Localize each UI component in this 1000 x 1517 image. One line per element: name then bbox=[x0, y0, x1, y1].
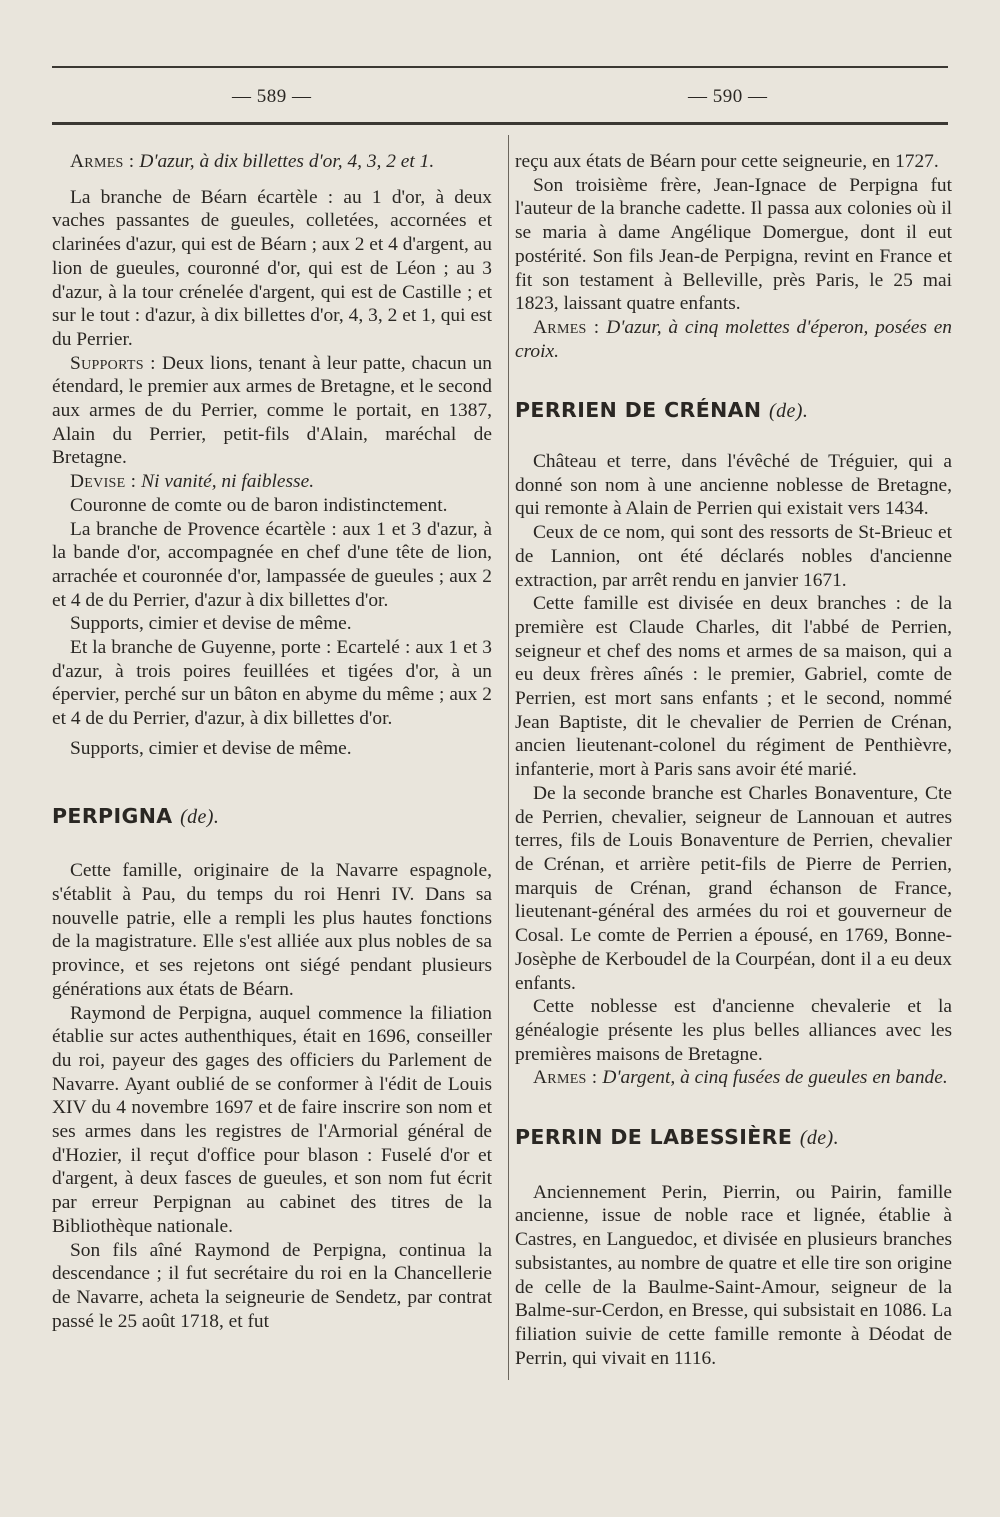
page-number-right: — 590 — bbox=[688, 86, 768, 107]
armes-perpigna-paragraph bbox=[515, 316, 952, 363]
perrien-paragraph-1: Château et terre, dans l'évêché de Tréguier, qui a donné son nom à une ancienne noblesse de Bretagne, qui remonte à Alain de Perrien qui existait vers 1434. bbox=[515, 451, 952, 520]
top-rule bbox=[52, 66, 948, 68]
column-divider bbox=[508, 135, 509, 1380]
troisieme-frere-paragraph: Son troisième frère, Jean-Ignace de Perpigna fut l'auteur de la branche cadette. Il passa aux colonies où il se maria à dame Angélique Domergue, dont il eut postérité. Son fils Jean-de Perpigna, revint en France et fit son testament à Belleville, près Paris, le 25 mai 1823, laissant quatre enfants. bbox=[515, 174, 952, 315]
perrien-particle: (de). bbox=[769, 400, 809, 423]
perrien-heading bbox=[515, 399, 952, 424]
couronne-paragraph: Couronne de comte ou de baron indistinctement. bbox=[70, 494, 448, 516]
armes-blazon: D'azur, à dix billettes d'or, 4, 3, 2 et 1. bbox=[139, 151, 435, 172]
perpigna-paragraph-3: Son fils aîné Raymond de Perpigna, continua la descendance ; il fut secrétaire du roi en la Chancellerie de Navarre, acheta la seigneurie de Sendetz, par contrat passé le 25 août 1718, et fut bbox=[52, 1239, 492, 1332]
armes-label-3: Armes : bbox=[533, 1067, 598, 1089]
supports-same-paragraph: Supports, cimier et devise de même. bbox=[70, 613, 352, 635]
right-column bbox=[515, 150, 952, 1370]
continuation-paragraph: reçu aux états de Béarn pour cette seigneurie, en 1727. bbox=[515, 151, 939, 172]
bearn-paragraph: La branche de Béarn écartèle : au 1 d'or, à deux vaches passantes de gueules, colletées, accornées et clarinées d'azur, qui est de Béarn ; aux 2 et 4 d'argent, au lion de gueules, couronné d'or, qui est de Léon ; au 3 d'azur, à la tour crénelée d'argent, qui est de Castille ; et sur le tout : d'azur, à dix billettes d'or, 4, 3, 2 et 1, qui est du Perrier. bbox=[52, 186, 492, 350]
perrien-paragraph-3: Cette famille est divisée en deux branches : de la première est Claude Charles, dit l'abbé de Perrien, seigneur et chef des noms et armes de sa maison, qui a eu deux frères aînés : le premier, Gabriel, comte de Perrien, est mort sans enfants ; et le second, nommé Jean Baptiste, dit le chevalier de Perrien de Crénan, ancien lieutenant-colonel du régiment de Penthièvre, infanterie, mort à Paris sans avoir été marié. bbox=[515, 593, 952, 781]
devise-label: Devise : bbox=[70, 471, 137, 493]
perrien-title: PERRIEN DE CRÉNAN bbox=[515, 398, 762, 423]
left-column bbox=[52, 150, 492, 1333]
devise-paragraph bbox=[52, 470, 492, 494]
armes-blazon-2: D'azur, à cinq molettes d'éperon, posées en croix. bbox=[515, 316, 952, 362]
perrien-paragraph-5: Cette noblesse est d'ancienne chevalerie et la généalogie présente les plus belles alliances avec les premières maisons de Bretagne. bbox=[515, 996, 952, 1065]
supports-label: Supports : bbox=[70, 352, 156, 374]
perpigna-particle: (de). bbox=[180, 805, 220, 828]
armes-label: Armes : bbox=[70, 151, 135, 172]
armes-paragraph bbox=[52, 150, 492, 174]
header-rule bbox=[52, 122, 948, 125]
perpigna-paragraph-1: Cette famille, originaire de la Navarre espagnole, s'établit à Pau, du temps du roi Henri IV. Dans sa nouvelle patrie, elle a rempli les plus hautes fonctions de la magistrature. Elle s'est alliée aux plus nobles de sa province, et ses rejetons ont siégé pendant plusieurs générations aux états de Béarn. bbox=[52, 860, 492, 1000]
supports-text: Deux lions, tenant à leur patte, chacun un étendard, le premier aux armes de Bretagne, et le second aux armes de du Perrier, comme le portait, en 1387, Alain du Perrier, petit-fils d'Alain, maréchal de Bretagne. bbox=[52, 352, 492, 469]
armes-blazon-3: D'argent, à cinq fusées de gueules en bande. bbox=[602, 1067, 948, 1089]
armes-perrien-paragraph bbox=[515, 1066, 952, 1090]
perpigna-title: PERPIGNA bbox=[52, 803, 173, 828]
provence-paragraph: La branche de Provence écartèle : aux 1 et 3 d'azur, à la bande d'or, accompagnée en chef d'une tête de lion, arrachée et couronnée d'or, lampassée de gueules ; aux 2 et 4 de du Perrier, d'azur à dix billettes d'or. bbox=[52, 518, 492, 611]
perrien-paragraph-2: Ceux de ce nom, qui sont des ressorts de St-Brieuc et de Lannion, ont été déclarés nobles d'ancienne extraction, par arrêt rendu en janvier 1671. bbox=[515, 522, 952, 591]
guyenne-paragraph: Et la branche de Guyenne, porte : Ecartelé : aux 1 et 3 d'azur, à trois poires feuillées et tigées d'or, à un épervier, perché sur un bâton en abyme du même ; aux 2 et 4 de du Perrier, d'azur, à dix billettes d'or. bbox=[52, 637, 492, 730]
perrin-paragraph-1: Anciennement Perin, Pierrin, ou Pairin, famille ancienne, issue de noble race et lignée, établie à Castres, en Languedoc, et divisée en plusieurs branches subsistantes, au nombre de quatre et elle tire son origine de celle de la Baulme-Saint-Amour, seigneur de la Balme-sur-Cerdon, en Bresse, qui subsistait en 1086. La filiation suivie de cette famille remonte à Déodat de Perrin, qui vivait en 1116. bbox=[515, 1181, 952, 1369]
devise-text: Ni vanité, ni faiblesse. bbox=[141, 471, 315, 493]
perrin-particle: (de). bbox=[799, 1127, 840, 1150]
perpigna-paragraph-2: Raymond de Perpigna, auquel commence la filiation établie sur actes authenthiques, était en 1696, conseiller du roi, payeur des gages des officiers du Parlement de Navarre. Ayant oublié de se conformer à l'édit de Louis XIV du 4 novembre 1697 et de faire inscrire son nom et ses armes dans les registres de l'Armorial général de d'Hozier, il reçut d'office pour blason : Fuselé d'or et d'argent, à deux fasces de gueules, et son nom fut écrit par erreur Perpignan au cabinet des titres de la Bibliothèque nationale. bbox=[52, 1002, 492, 1237]
perrin-heading bbox=[515, 1126, 952, 1151]
supports-same-paragraph-2: Supports, cimier et devise de même. bbox=[70, 737, 352, 759]
perrin-title: PERRIN DE LABESSIÈRE bbox=[515, 1125, 793, 1150]
perrien-paragraph-4: De la seconde branche est Charles Bonaventure, Cte de Perrien, chevalier, seigneur de Lannouan et autres terres, fils de Louis Bonaventure de Perrien, chevalier de Crénan, et arrière petit-fils de Pierre de Perrien, marquis de Crénan, grand échanson de France, lieutenant-général des armées du roi et gouverneur de Cosal. Le comte de Perrien a épousé, en 1769, Bonne-Josèphe de Kerboudel de la Courpéan, dont il a eu deux enfants. bbox=[515, 782, 952, 994]
page-number-left: — 589 — bbox=[232, 86, 312, 107]
supports-paragraph bbox=[52, 352, 492, 471]
perpigna-heading bbox=[52, 805, 492, 830]
armes-label-2: Armes : bbox=[533, 316, 600, 338]
